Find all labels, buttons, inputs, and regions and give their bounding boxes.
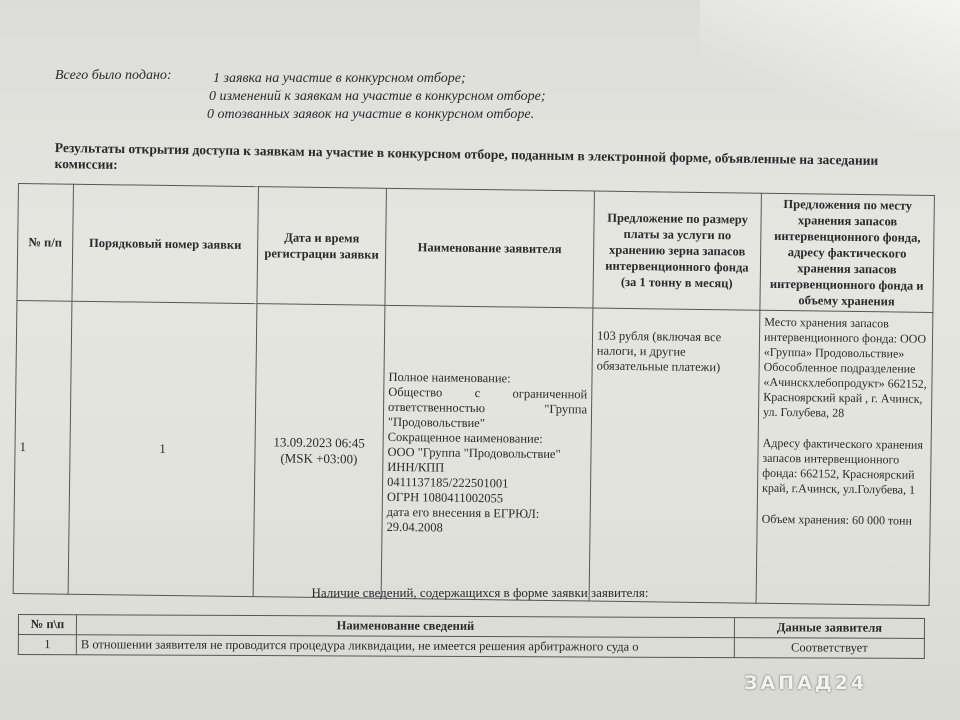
order-number: 1: [68, 301, 257, 596]
col-header: № п/п: [17, 184, 74, 302]
info-col-header: № п\п: [18, 615, 76, 635]
col-header: Наименование заявителя: [385, 188, 595, 308]
light-glare: [700, 0, 960, 130]
applicant-line: 29.04.2008: [386, 519, 443, 535]
applicant-line: ОГРН 1080411002055: [386, 489, 504, 505]
applicant-line: дата его внесения в ЕГРЮЛ:: [386, 504, 540, 521]
applicant-line: 0411137185/222501001: [387, 474, 509, 490]
applicant-line: ИНН/КПП: [387, 459, 445, 475]
registration-date: 13.09.2023 06:45: [273, 434, 365, 451]
results-title: Результаты открытия доступа к заявкам на участие в конкурсном отборе, поданным в электронной форме, объявленные на заседании комиссии:: [54, 140, 879, 172]
info-row-text: В отношении заявителя не проводится процедура ликвидации, не имеется решения арбитражного суда о: [76, 635, 734, 658]
registration-datetime: [253, 304, 385, 599]
col-header: Дата и время регистрации заявки: [257, 187, 387, 306]
actual-address: Адресу фактического хранения запасов интервенционного фонда: 662152, Красноярский край, г.Ачинск, ул.Голубева, 1: [761, 435, 924, 497]
submission-line: 0 отозванных заявок на участие в конкурсном отборе.: [207, 107, 535, 122]
applicant-line: Полное наименование:: [388, 369, 511, 385]
watermark-logo: ЗАПАД24: [744, 672, 868, 694]
col-header: Предложение по размеру платы за услуги по хранению зерна запасов интервенционного фонда (за 1 тонну в месяц): [593, 191, 762, 310]
storage-place: Место хранения запасов интервенционного фонда: ООО «Группа» Продовольствие» Обособленное подразделение «Ачинскхлебопродукт» 662152, Красноярский край , г. Ачинск, ул. Голубева, 28: [762, 314, 927, 420]
info-table: [18, 614, 925, 659]
info-row-value: Соответствует: [734, 638, 924, 659]
info-col-header: Данные заявителя: [734, 618, 924, 639]
applicant-line: Сокращенное наименование:: [387, 429, 543, 446]
info-col-header: Наименование сведений: [76, 615, 734, 638]
table-row: [13, 300, 933, 605]
storage-offer: [756, 310, 933, 605]
applicant-line: Общество с ограниченной ответственностью "Группа "Продовольствие": [387, 384, 588, 430]
storage-volume: Объем хранения: 60 000 тонн: [761, 511, 913, 528]
submission-lines: [207, 70, 546, 124]
col-header: Порядковый номер заявки: [72, 184, 259, 303]
col-header: Предложения по месту хранения запасов интервенционного фонда, адресу фактического хранения запасов интервенционного фонда и объему хранения: [760, 193, 935, 312]
price-offer: 103 рубля (включая все налоги, и другие обязательные платежи): [589, 308, 760, 603]
table-row: [18, 635, 924, 659]
info-row-number: 1: [18, 635, 76, 655]
submission-label: Всего было подано:: [55, 68, 172, 83]
submission-line: 1 заявка на участие в конкурсном отборе;: [213, 71, 466, 86]
registration-timezone: (MSK +03:00): [280, 450, 358, 467]
table-header-row: [17, 184, 934, 313]
applications-table: [13, 183, 935, 606]
applicant-line: ООО "Группа "Продовольствие": [387, 444, 561, 461]
row-number: 1: [13, 300, 72, 594]
applicant-name: [381, 305, 593, 601]
submission-line: 0 изменений к заявкам на участие в конкурсном отборе;: [209, 89, 546, 104]
info-section-title: Наличие сведений, содержащихся в форме заявки заявителя:: [311, 585, 649, 600]
